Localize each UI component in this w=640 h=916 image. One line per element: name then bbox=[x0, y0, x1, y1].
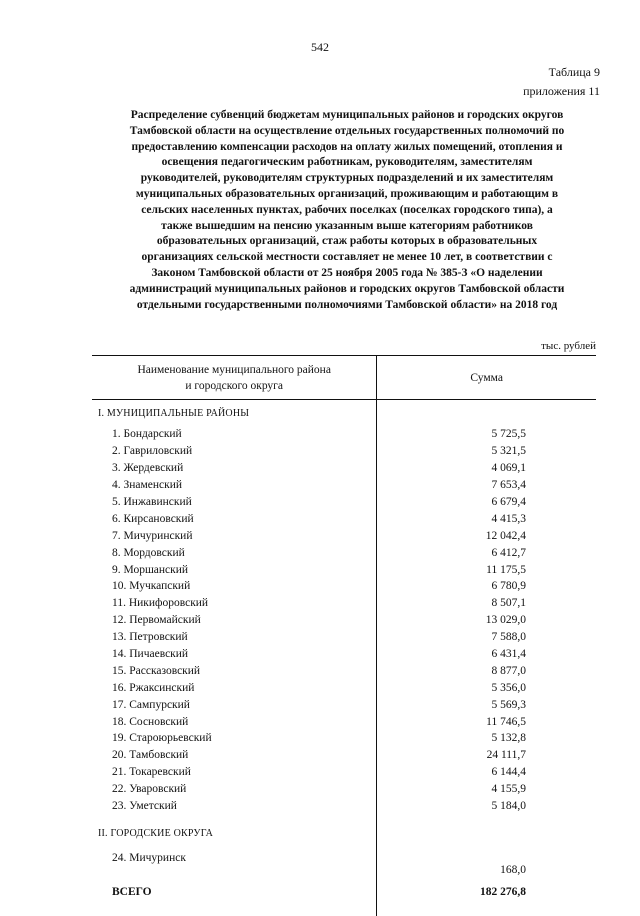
row-name: 2. Гавриловский bbox=[92, 443, 377, 460]
table-row bbox=[92, 477, 596, 494]
table-row bbox=[92, 646, 596, 663]
title-line: образовательных организаций, стаж работы которых в образовательных bbox=[98, 234, 596, 250]
table-label-number: Таблица 9 bbox=[523, 63, 600, 82]
section-row-districts bbox=[92, 400, 596, 427]
row-sum: 11 746,5 bbox=[377, 713, 596, 730]
table-label bbox=[523, 63, 600, 101]
table-row bbox=[92, 426, 596, 443]
table-row bbox=[92, 527, 596, 544]
table-row bbox=[92, 443, 596, 460]
table-row bbox=[92, 561, 596, 578]
row-name: 15. Рассказовский bbox=[92, 662, 377, 679]
row-sum: 6 431,4 bbox=[377, 646, 596, 663]
row-name: 6. Кирсановский bbox=[92, 510, 377, 527]
total-label: ВСЕГО bbox=[92, 882, 377, 902]
section-title: II. ГОРОДСКИЕ ОКРУГА bbox=[92, 820, 377, 846]
row-sum: 4 415,3 bbox=[377, 510, 596, 527]
table-row bbox=[92, 781, 596, 798]
row-name: 4. Знаменский bbox=[92, 477, 377, 494]
row-name: 10. Мучкапский bbox=[92, 578, 377, 595]
row-name: 20. Тамбовский bbox=[92, 747, 377, 764]
row-sum: 5 569,3 bbox=[377, 696, 596, 713]
table-row bbox=[92, 629, 596, 646]
row-name: 24. Мичуринск bbox=[92, 846, 377, 882]
total-row bbox=[92, 882, 596, 902]
title-line: также вышедшим на пенсию указанным выше категориям работников bbox=[98, 219, 596, 235]
row-name: 13. Петровский bbox=[92, 629, 377, 646]
row-sum: 5 321,5 bbox=[377, 443, 596, 460]
header-sum: Сумма bbox=[377, 356, 596, 400]
table-row bbox=[92, 612, 596, 629]
row-sum: 6 144,4 bbox=[377, 764, 596, 781]
row-name: 12. Первомайский bbox=[92, 612, 377, 629]
section-title: I. МУНИЦИПАЛЬНЫЕ РАЙОНЫ bbox=[92, 400, 377, 427]
row-sum: 6 679,4 bbox=[377, 494, 596, 511]
title-line: освещения педагогическим работникам, руководителям, заместителям bbox=[98, 155, 596, 171]
title-line: организациях сельской местности составляет не менее 10 лет, в соответствии с bbox=[98, 250, 596, 266]
row-sum: 8 507,1 bbox=[377, 595, 596, 612]
title-line: руководителей, руководителям структурных подразделений и их заместителям bbox=[98, 171, 596, 187]
row-sum: 5 184,0 bbox=[377, 798, 596, 815]
table-row bbox=[92, 510, 596, 527]
row-name: 7. Мичуринский bbox=[92, 527, 377, 544]
row-name: 11. Никифоровский bbox=[92, 595, 377, 612]
row-name: 19. Староюрьевский bbox=[92, 730, 377, 747]
row-sum: 5 725,5 bbox=[377, 426, 596, 443]
header-name bbox=[92, 356, 377, 400]
table-row bbox=[92, 662, 596, 679]
row-name: 9. Моршанский bbox=[92, 561, 377, 578]
section-row-cities bbox=[92, 820, 596, 846]
table-row bbox=[92, 713, 596, 730]
title-line: Законом Тамбовской области от 25 ноября 2005 года № 385-З «О наделении bbox=[98, 266, 596, 282]
table-row bbox=[92, 595, 596, 612]
header-name-line: и городского округа bbox=[92, 378, 376, 394]
table-row bbox=[92, 846, 596, 882]
row-sum: 7 653,4 bbox=[377, 477, 596, 494]
row-name: 21. Токаревский bbox=[92, 764, 377, 781]
row-sum: 6 780,9 bbox=[377, 578, 596, 595]
title-line: муниципальных образовательных организаций, проживающим и работающим в bbox=[98, 187, 596, 203]
table-row bbox=[92, 544, 596, 561]
row-name: 3. Жердевский bbox=[92, 460, 377, 477]
table-row bbox=[92, 494, 596, 511]
row-sum: 5 356,0 bbox=[377, 679, 596, 696]
row-name: 22. Уваровский bbox=[92, 781, 377, 798]
units-label: тыс. рублей bbox=[541, 340, 596, 352]
table-row bbox=[92, 460, 596, 477]
table-row bbox=[92, 730, 596, 747]
table-label-appendix: приложения 11 bbox=[523, 82, 600, 101]
table-row bbox=[92, 679, 596, 696]
row-name: 5. Инжавинский bbox=[92, 494, 377, 511]
title-line: сельских населенных пунктах, рабочих поселках (поселках городского типа), а bbox=[98, 203, 596, 219]
row-name: 17. Сампурский bbox=[92, 696, 377, 713]
row-name: 23. Уметский bbox=[92, 798, 377, 815]
table-row bbox=[92, 764, 596, 781]
row-sum: 5 132,8 bbox=[377, 730, 596, 747]
table-row bbox=[92, 747, 596, 764]
title-line: отдельными государственными полномочиями Тамбовской области» на 2018 год bbox=[98, 298, 596, 314]
header-name-line: Наименование муниципального района bbox=[92, 362, 376, 378]
subventions-table bbox=[92, 355, 596, 916]
title-line: предоставлению компенсации расходов на оплату жилых помещений, отопления и bbox=[98, 140, 596, 156]
table-body bbox=[92, 400, 596, 916]
row-sum: 11 175,5 bbox=[377, 561, 596, 578]
row-sum: 12 042,4 bbox=[377, 527, 596, 544]
row-sum: 6 412,7 bbox=[377, 544, 596, 561]
document-title bbox=[98, 108, 596, 313]
row-sum: 24 111,7 bbox=[377, 747, 596, 764]
row-name: 1. Бондарский bbox=[92, 426, 377, 443]
table-row bbox=[92, 798, 596, 815]
page-number: 542 bbox=[0, 40, 640, 55]
row-sum: 168,0 bbox=[377, 846, 596, 882]
row-sum: 4 155,9 bbox=[377, 781, 596, 798]
row-sum: 4 069,1 bbox=[377, 460, 596, 477]
row-name: 8. Мордовский bbox=[92, 544, 377, 561]
table-header-row bbox=[92, 356, 596, 400]
total-sum: 182 276,8 bbox=[377, 882, 596, 902]
title-line: Распределение субвенций бюджетам муниципальных районов и городских округов bbox=[98, 108, 596, 124]
row-sum: 7 588,0 bbox=[377, 629, 596, 646]
table-row bbox=[92, 696, 596, 713]
row-name: 18. Сосновский bbox=[92, 713, 377, 730]
row-sum bbox=[377, 820, 596, 846]
title-line: Тамбовской области на осуществление отдельных государственных полномочий по bbox=[98, 124, 596, 140]
row-name: 14. Пичаевский bbox=[92, 646, 377, 663]
row-sum: 8 877,0 bbox=[377, 662, 596, 679]
table-row bbox=[92, 578, 596, 595]
row-sum: 13 029,0 bbox=[377, 612, 596, 629]
row-name: 16. Ржаксинский bbox=[92, 679, 377, 696]
title-line: администраций муниципальных районов и городских округов Тамбовской области bbox=[98, 282, 596, 298]
